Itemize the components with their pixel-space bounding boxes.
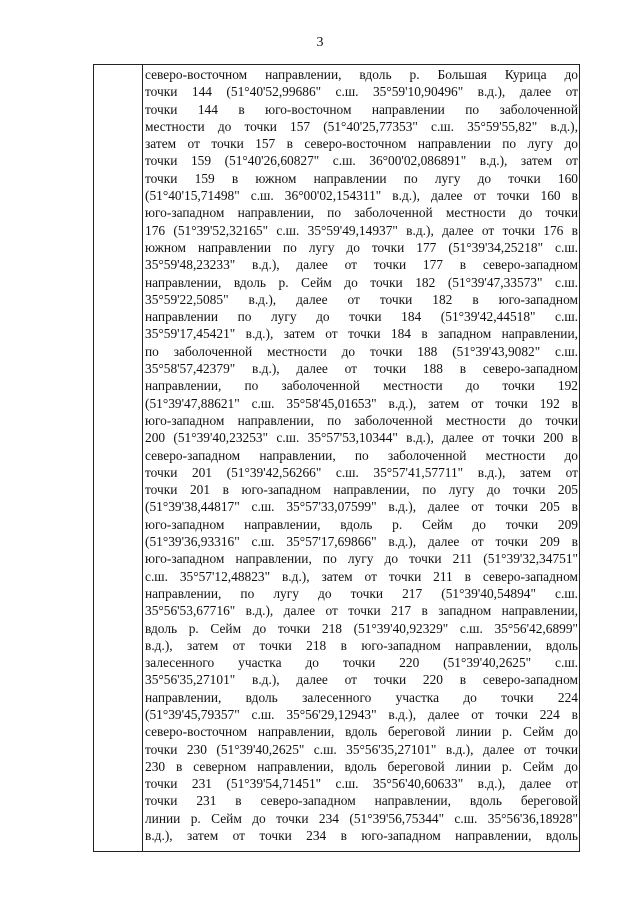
text-line: юго-западном направлении, по лугу до точки 211 (51°39'32,34751" bbox=[145, 551, 578, 567]
text-line: затем от точки 157 в северо-восточном направлении по лугу до bbox=[145, 136, 578, 152]
text-line: линии р. Сейм до точки 234 (51°39'56,75344" с.ш. 35°56'36,18928" bbox=[145, 810, 578, 826]
text-line: точки 201 (51°39'42,56266" с.ш. 35°57'41,57711" в.д.), затем от bbox=[145, 464, 578, 480]
text-line: точки 231 (51°39'54,71451" с.ш. 35°56'40,60633" в.д.), далее от bbox=[145, 776, 578, 792]
text-line: залесенного участка до точки 220 (51°39'40,2625" с.ш. bbox=[145, 655, 578, 671]
text-line: точки 144 в юго-восточном направлении по заболоченной bbox=[145, 101, 578, 117]
boundary-description-text bbox=[145, 66, 578, 844]
text-line: 35°59'17,45421" в.д.), затем от точки 184 в западном направлении, bbox=[145, 326, 578, 342]
text-line: юго-западном направлении, по заболоченной местности до точки bbox=[145, 412, 578, 428]
text-line: северо-восточном направлении, вдоль р. Большая Курица до bbox=[145, 67, 578, 82]
text-line: 35°56'53,67716" в.д.), далее от точки 217 в западном направлении, bbox=[145, 603, 578, 619]
text-line: южном направлении по лугу до точки 177 (51°39'34,25218" с.ш. bbox=[145, 239, 578, 255]
text-line: точки 231 в северо-западном направлении, вдоль береговой bbox=[145, 793, 578, 809]
text-line: направлении, по заболоченной местности до точки 192 bbox=[145, 378, 578, 394]
text-line: (51°39'45,79357" с.ш. 35°56'29,12943" в.д.), далее от точки 224 в bbox=[145, 706, 578, 722]
text-line: юго-западном направлении, по заболоченной местности до точки bbox=[145, 205, 578, 221]
text-line: в.д.), затем от точки 234 в юго-западном направлении, вдоль bbox=[145, 828, 578, 844]
text-line: по заболоченной местности до точки 188 (51°39'43,9082" с.ш. bbox=[145, 343, 578, 359]
text-line: направлении, по лугу до точки 217 (51°39'40,54894" с.ш. bbox=[145, 585, 578, 601]
text-line: 35°59'48,23233" в.д.), далее от точки 177 в северо-западном bbox=[145, 257, 578, 273]
text-line: точки 230 (51°39'40,2625" с.ш. 35°56'35,27101" в.д.), далее от точки bbox=[145, 741, 578, 757]
text-line: в.д.), затем от точки 218 в юго-западном направлении, вдоль bbox=[145, 637, 578, 653]
text-line: направлении, вдоль залесенного участка до точки 224 bbox=[145, 689, 578, 705]
text-line: 35°59'22,5085" в.д.), далее от точки 182 в юго-западном bbox=[145, 291, 578, 307]
text-line: северо-западном направлении, по заболоченной местности до bbox=[145, 447, 578, 463]
text-line: точки 159 в южном направлении по лугу до точки 160 bbox=[145, 170, 578, 186]
text-line: вдоль р. Сейм до точки 218 (51°39'40,92329" с.ш. 35°56'42,6899" bbox=[145, 620, 578, 636]
text-line: точки 144 (51°40'52,99686" с.ш. 35°59'10,90496" в.д.), далее от bbox=[145, 84, 578, 100]
text-line: (51°39'47,88621" с.ш. 35°58'45,01653" в.д.), затем от точки 192 в bbox=[145, 395, 578, 411]
text-line: направлении, вдоль р. Сейм до точки 182 (51°39'47,33573" с.ш. bbox=[145, 274, 578, 290]
text-line: (51°40'15,71498" с.ш. 36°00'02,154311" в.д.), далее от точки 160 в bbox=[145, 188, 578, 204]
text-line: 176 (51°39'52,32165" с.ш. 35°59'49,14937" в.д.), далее от точки 176 в bbox=[145, 222, 578, 238]
text-line: юго-западном направлении, вдоль р. Сейм до точки 209 bbox=[145, 516, 578, 532]
text-line: северо-восточном направлении, вдоль береговой линии р. Сейм до bbox=[145, 724, 578, 740]
text-line: 230 в северном направлении, вдоль береговой линии р. Сейм до bbox=[145, 758, 578, 774]
text-line: 35°58'57,42379" в.д.), далее от точки 188 в северо-западном bbox=[145, 361, 578, 377]
text-line: (51°39'36,93316" с.ш. 35°57'17,69866" в.д.), далее от точки 209 в bbox=[145, 534, 578, 550]
text-line: с.ш. 35°57'12,48823" в.д.), затем от точки 211 в северо-западном bbox=[145, 568, 578, 584]
text-line: направлении по лугу до точки 184 (51°39'42,44518" с.ш. bbox=[145, 309, 578, 325]
text-line: 35°56'35,27101" в.д.), далее от точки 220 в северо-западном bbox=[145, 672, 578, 688]
text-line: точки 159 (51°40'26,60827" с.ш. 36°00'02,086891" в.д.), затем от bbox=[145, 153, 578, 169]
text-line: (51°39'38,44817" с.ш. 35°57'33,07599" в.д.), далее от точки 205 в bbox=[145, 499, 578, 515]
text-line: местности до точки 157 (51°40'25,77353" с.ш. 35°59'55,82" в.д.), bbox=[145, 118, 578, 134]
text-line: 200 (51°39'40,23253" с.ш. 35°57'53,10344" в.д.), далее от точки 200 в bbox=[145, 430, 578, 446]
page-number: 3 bbox=[316, 35, 324, 50]
table-column-divider bbox=[142, 65, 143, 851]
text-line: точки 201 в юго-западном направлении, по лугу до точки 205 bbox=[145, 482, 578, 498]
